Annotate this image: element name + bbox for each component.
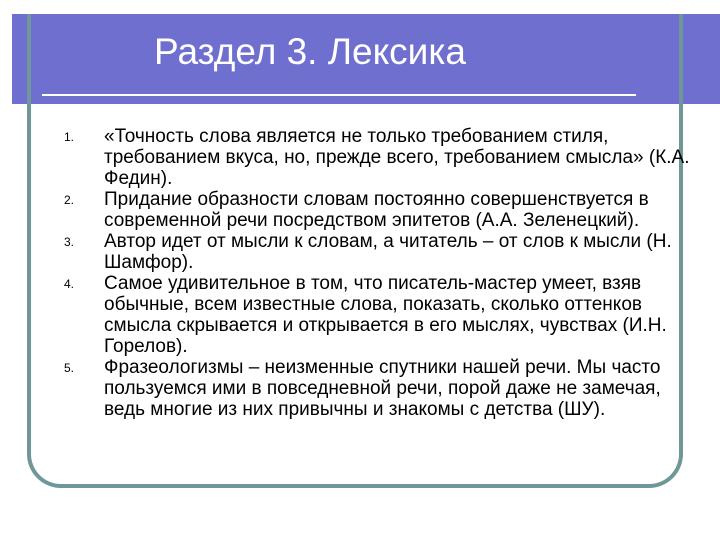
slide-title: Раздел 3. Лексика bbox=[154, 31, 466, 72]
item-number: 4. bbox=[64, 277, 75, 291]
item-text: Самое удивительное в том, что писатель-мастер умеет, взяв обычные, всем известные слова, показать, сколько оттенков смысла скрывается и открывается в его мыслях, чувствах (И.Н. Горелов). bbox=[104, 273, 667, 357]
item-text: «Точность слова является не только требованием стиля, требованием вкуса, но, прежде всего, требованием смысла» (К.А. Федин). bbox=[104, 126, 690, 189]
list-item bbox=[52, 126, 692, 189]
list-item bbox=[52, 357, 692, 420]
quote-list bbox=[52, 126, 692, 420]
list-item bbox=[52, 189, 692, 231]
item-text: Автор идет от мысли к словам, а читатель – от слов к мысли (Н. Шамфор). bbox=[104, 231, 672, 273]
list-item bbox=[52, 231, 692, 273]
item-number: 1. bbox=[64, 130, 75, 144]
item-number: 5. bbox=[64, 361, 75, 375]
item-number: 2. bbox=[64, 193, 75, 207]
list-item bbox=[52, 273, 692, 357]
item-text: Придание образности словам постоянно совершенствуется в современной речи посредством эпитетов (А.А. Зеленецкий). bbox=[104, 189, 649, 231]
item-number: 3. bbox=[64, 235, 75, 249]
title-underline bbox=[42, 94, 636, 96]
item-text: Фразеологизмы – неизменные спутники нашей речи. Мы часто пользуемся ими в повседневной речи, порой даже не замечая, ведь многие из них привычны и знакомы с детства (ШУ). bbox=[104, 357, 661, 420]
